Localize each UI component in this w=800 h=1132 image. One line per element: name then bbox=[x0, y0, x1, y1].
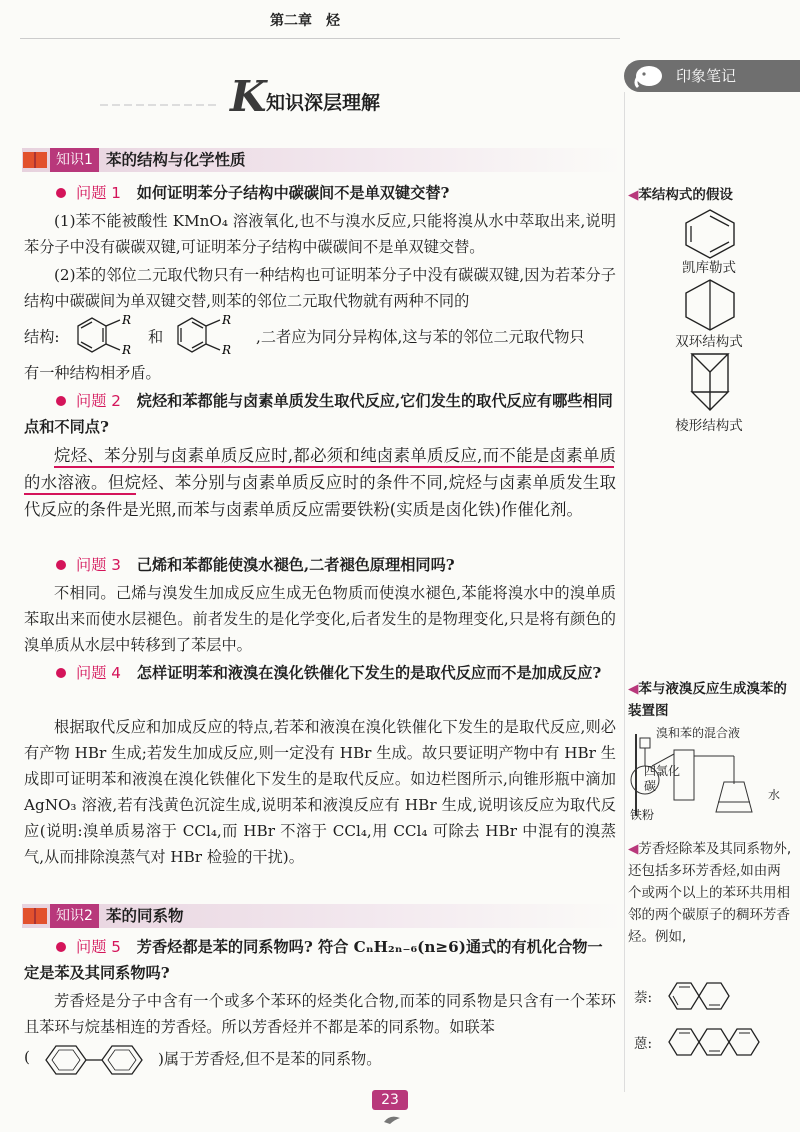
q1-answer-2: (2)苯的邻位二元取代物只有一种结构也可证明苯分子中没有碳碳双键,因为若苯分子结构中碳碳间为单双键交替,则苯的邻位二元取代物就有两种不同的 bbox=[24, 266, 616, 310]
q3-bullet bbox=[56, 560, 66, 570]
ortho-structure-2 bbox=[168, 314, 248, 358]
book-icon bbox=[22, 150, 48, 170]
header-rule bbox=[20, 38, 620, 39]
q1-structure-label: 结构: bbox=[24, 328, 60, 346]
q3-heading bbox=[24, 552, 616, 578]
q5-answer-tail: )属于芳香烃,但不是苯的同系物。 bbox=[158, 1050, 382, 1068]
kekule-structure bbox=[680, 206, 740, 260]
chapter-title: 第二章 烃 bbox=[270, 13, 340, 29]
open-paren: ( bbox=[24, 1048, 30, 1066]
q2-underline-2 bbox=[24, 493, 136, 495]
q1-heading bbox=[24, 180, 616, 206]
bicyclic-structure bbox=[680, 276, 740, 334]
apparatus-figure bbox=[628, 724, 798, 824]
apparatus-label-iron: 铁粉 bbox=[630, 808, 655, 822]
section-2-title: 苯的同系物 bbox=[106, 907, 184, 925]
q1-structure-after: ,二者应为同分异构体,这与苯的邻位二元取代物只 bbox=[256, 328, 585, 346]
q5-title: 芳香烃都是苯的同系物吗? 符合 CₙH₂ₙ₋₆(n≥6)通式的有机化合物一定是苯及其同系物吗? bbox=[24, 938, 603, 982]
sidebar-header bbox=[624, 60, 800, 92]
k-logo-letter: K bbox=[230, 72, 267, 121]
q5-biphenyl-row bbox=[24, 1040, 616, 1080]
q3-label: 问题 3 bbox=[76, 556, 121, 574]
q2-bullet bbox=[56, 396, 66, 406]
sidebar-title: 印象笔记 bbox=[676, 67, 737, 85]
apparatus-label-water: 水 bbox=[768, 788, 781, 802]
q2-heading bbox=[24, 388, 616, 440]
naphthalene-label: 萘: bbox=[634, 990, 653, 1006]
sidebar-note-1-title bbox=[628, 184, 794, 206]
q4-title: 怎样证明苯和液溴在溴化铁催化下发生的是取代反应而不是加成反应? bbox=[136, 664, 602, 682]
anthracene-row bbox=[634, 1024, 794, 1060]
q4-answer: 根据取代反应和加成反应的特点,若苯和液溴在溴化铁催化下发生的是取代反应,则必有产物 HBr 生成;若发生加成反应,则一定没有 HBr 生成。故只要证明产物中有 HBr 生成即可证明苯和液溴在溴化铁催化下发生的是取代反应。如边栏图所示,向锥形瓶中滴加 AgNO₃ 溶液,若有浅黄色沉淀生成,说明苯和液溴反应有 HBr 生成,说明该反应为取代反应(说明:溴单质易溶于 CCl₄,而 HBr 不溶于 CCl₄,用 CCl₄ 可除去 HBr 中混有的溴蒸气,从而排除溴蒸气对 HBr 检验的干扰)。 bbox=[24, 718, 616, 866]
r-group-label: R bbox=[122, 314, 132, 327]
q1-answer-last: 有一种结构相矛盾。 bbox=[24, 364, 161, 382]
note2-title-text: 苯与液溴反应生成溴苯的装置图 bbox=[628, 681, 787, 719]
q3-answer: 不相同。己烯与溴发生加成反应生成无色物质而使溴水褪色,苯能将溴水中的溴单质苯取出来而使水层褪色。前者发生的是化学变化,后者发生的是物理变化,只是将有颜色的溴单质从水层中转移到了苯层中。 bbox=[24, 584, 616, 654]
q3-title: 己烯和苯都能使溴水褪色,二者褪色原理相同吗? bbox=[136, 556, 455, 574]
naphthalene-structure bbox=[664, 978, 734, 1014]
naphthalene-row bbox=[634, 978, 794, 1014]
triangle-marker-icon: ◀ bbox=[628, 681, 639, 697]
biphenyl-structure bbox=[38, 1040, 158, 1080]
q2-title: 烷烃和苯都能与卤素单质发生取代反应,它们发生的取代反应有哪些相同点和不同点? bbox=[24, 392, 613, 436]
page-number: 23 bbox=[381, 1092, 399, 1108]
section-1-bar bbox=[22, 148, 622, 172]
anthracene-structure bbox=[664, 1024, 764, 1060]
q5-label: 问题 5 bbox=[76, 938, 121, 956]
q1-title: 如何证明苯分子结构中碳碳间不是单双键交替? bbox=[136, 184, 450, 202]
q4-heading bbox=[24, 660, 616, 686]
prism-caption: 棱形结构式 bbox=[675, 418, 743, 434]
prism-structure bbox=[680, 350, 740, 414]
section-heading-text: 知识深层理解 bbox=[266, 92, 381, 114]
apparatus-label-mix: 溴和苯的混合液 bbox=[656, 726, 741, 740]
r-group-label: R bbox=[122, 343, 132, 357]
note1-title-text: 苯结构式的假设 bbox=[638, 187, 733, 203]
triangle-marker-icon: ◀ bbox=[628, 187, 639, 203]
sidebar-note-3 bbox=[628, 838, 794, 948]
section-1-title: 苯的结构与化学性质 bbox=[106, 151, 246, 169]
q1-bullet bbox=[56, 188, 66, 198]
bird-icon bbox=[382, 1114, 402, 1126]
section-1-tag: 知识1 bbox=[50, 148, 99, 172]
q5-heading bbox=[24, 934, 616, 986]
q2-label: 问题 2 bbox=[76, 392, 121, 410]
sidebar-note-2-title bbox=[628, 678, 794, 722]
section-2-tag: 知识2 bbox=[50, 904, 99, 928]
r-group-label: R bbox=[222, 343, 232, 357]
note3-text: 芳香烃除苯及其同系物外,还包括多环芳香烃,如由两个或两个以上的苯环共用相邻的两个碳原子的稠环芳香烃。例如, bbox=[628, 841, 792, 945]
q2-underline-1 bbox=[54, 466, 614, 468]
q4-bullet bbox=[56, 668, 66, 678]
r-group-label: R bbox=[222, 314, 232, 327]
q1-label: 问题 1 bbox=[76, 184, 121, 202]
triangle-marker-icon: ◀ bbox=[628, 841, 639, 857]
bicyclic-caption: 双环结构式 bbox=[675, 334, 743, 350]
q1-structure-row bbox=[24, 314, 616, 358]
q1-answer-1: (1)苯不能被酸性 KMnO₄ 溶液氧化,也不与溴水反应,只能将溴从水中萃取出来,说明苯分子中没有碳碳双键,可证明苯分子结构中碳碳间不是单双键交替。 bbox=[24, 212, 616, 256]
book-icon bbox=[22, 906, 48, 926]
apparatus-label-ccl4: 四氯化碳 bbox=[644, 764, 681, 793]
q5-bullet bbox=[56, 942, 66, 952]
anthracene-label: 蒽: bbox=[634, 1036, 653, 1052]
q4-label: 问题 4 bbox=[76, 664, 121, 682]
heading-dash-left bbox=[100, 104, 220, 106]
ortho-structure-1 bbox=[68, 314, 148, 358]
sidebar-divider bbox=[624, 92, 625, 1092]
elephant-icon bbox=[632, 63, 666, 89]
kekule-caption: 凯库勒式 bbox=[682, 260, 736, 276]
q5-answer: 芳香烃是分子中含有一个或多个苯环的烃类化合物,而苯的同系物是只含有一个苯环且苯环与烷基相连的芳香烃。所以芳香烃并不都是苯的同系物。如联苯 bbox=[24, 992, 616, 1036]
q2-answer: 烷烃、苯分别与卤素单质反应时,都必须和纯卤素单质反应,而不能是卤素单质的水溶液。但烷烃、苯分别与卤素单质反应时的条件不同,烷烃与卤素单质发生取代反应的条件是光照,而苯与卤素单质反应需要铁粉(实质是卤化铁)作催化剂。 bbox=[24, 446, 616, 519]
q1-and: 和 bbox=[148, 328, 164, 346]
section-2-bar bbox=[22, 904, 622, 928]
